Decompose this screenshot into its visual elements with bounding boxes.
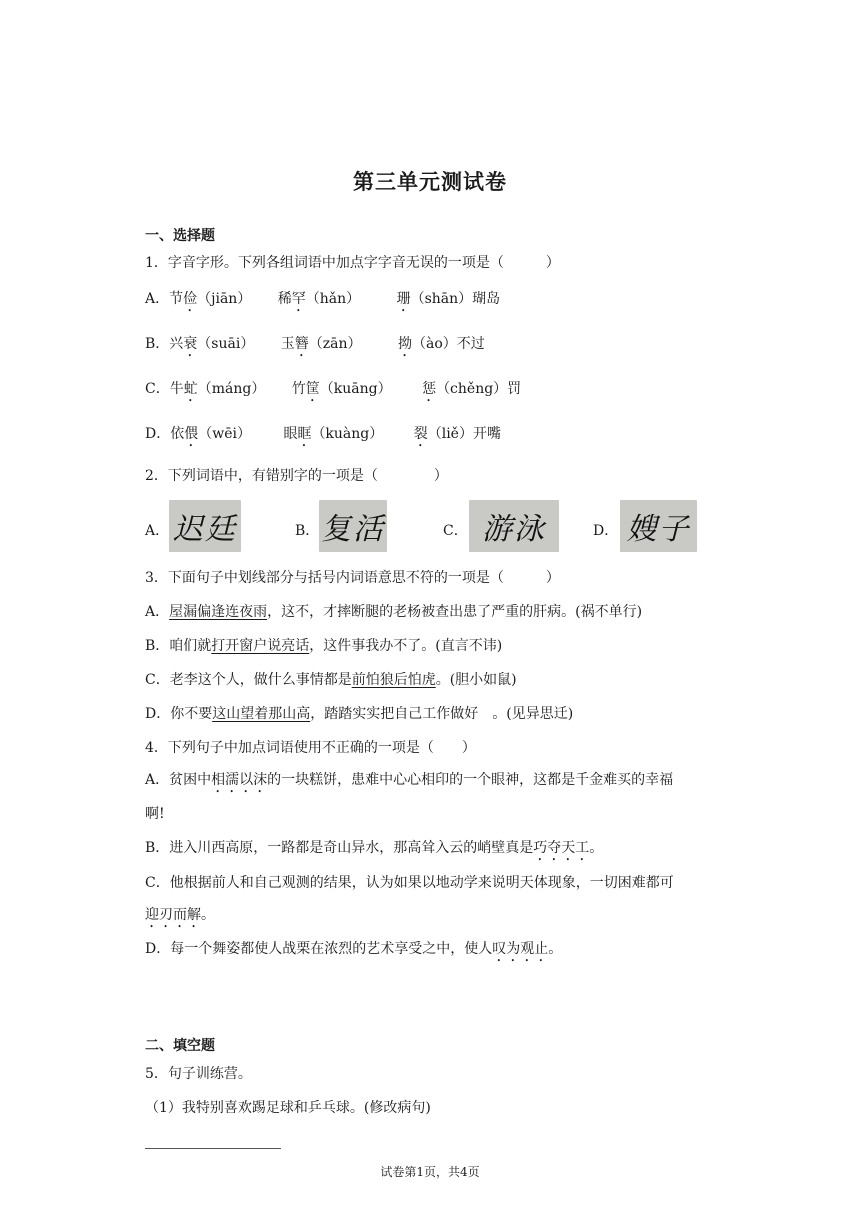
- question-1-option-b: B．兴衰（suāi） 玉簪（zān） 拗（ào）不过: [145, 336, 485, 352]
- question-4-option-a: A．贫困中相濡以沫的一块糕饼，患难中心心相印的一个眼神，这都是千金难买的幸福: [145, 772, 674, 788]
- question-4-stem: 4．下列句子中加点词语使用不正确的一项是（ ）: [145, 740, 476, 756]
- question-1-option-d: D．依偎（wēi） 眼眶（kuàng） 裂（liě）开嘴: [145, 426, 501, 442]
- handwriting-image-c: 游泳: [469, 500, 559, 552]
- question-5-sub-1: （1）我特别喜欢踢足球和乒乓球。(修改病句): [145, 1100, 431, 1116]
- question-4-option-b: B．进入川西高原，一路都是奇山异水，那高耸入云的峭壁真是巧夺天工。: [145, 840, 604, 856]
- handwriting-image-b: 复活: [319, 500, 387, 552]
- question-3-option-d: D．你不要这山望着那山高，踏踏实实把自己工作做好 。(见异思迁): [145, 706, 574, 722]
- question-2-options: A． 迟廷 B． 复活 C． 游泳 D． 嫂子: [145, 500, 745, 554]
- section-heading-fill: 二、填空题: [145, 1038, 215, 1054]
- page-footer: 试卷第1页，共4页: [380, 1165, 480, 1179]
- question-5-stem: 5．句子训练营。: [145, 1066, 252, 1082]
- question-3-option-a: A．屋漏偏逢连夜雨，这不，才摔断腿的老杨被查出患了严重的肝病。(祸不单行): [145, 604, 643, 620]
- question-3-option-c: C．老李这个人，做什么事情都是前怕狼后怕虎。(胆小如鼠): [145, 672, 517, 688]
- question-1-stem: 1．字音字形。下列各组词语中加点字字音无误的一项是（ ）: [145, 255, 560, 271]
- question-1-option-c: C．牛虻（máng） 竹筐（kuāng） 惩（chěng）罚: [145, 381, 522, 397]
- page-title: 第三单元测试卷: [353, 170, 507, 194]
- footer-divider: [145, 1148, 281, 1149]
- question-2-stem: 2．下列词语中，有错别字的一项是（ ）: [145, 468, 448, 484]
- section-heading-choice: 一、选择题: [145, 228, 215, 244]
- question-4-option-a-cont: 啊!: [145, 806, 165, 822]
- question-4-option-c-cont: 迎刃而解。: [145, 907, 215, 923]
- question-3-stem: 3．下面句子中划线部分与括号内词语意思不符的一项是（ ）: [145, 570, 560, 586]
- handwriting-image-d: 嫂子: [620, 500, 697, 552]
- handwriting-image-a: 迟廷: [169, 500, 241, 552]
- question-4-option-c: C．他根据前人和自己观测的结果，认为如果以地动学来说明天体现象，一切困难都可: [145, 875, 674, 891]
- question-3-option-b: B．咱们就打开窗户说亮话，这件事我办不了。(直言不讳): [145, 638, 503, 654]
- question-1-option-a: A．节俭（jiān） 稀罕（hǎn） 珊（shān）瑚岛: [145, 291, 501, 307]
- question-4-option-d: D．每一个舞姿都使人战栗在浓烈的艺术享受之中，使人叹为观止。: [145, 941, 563, 957]
